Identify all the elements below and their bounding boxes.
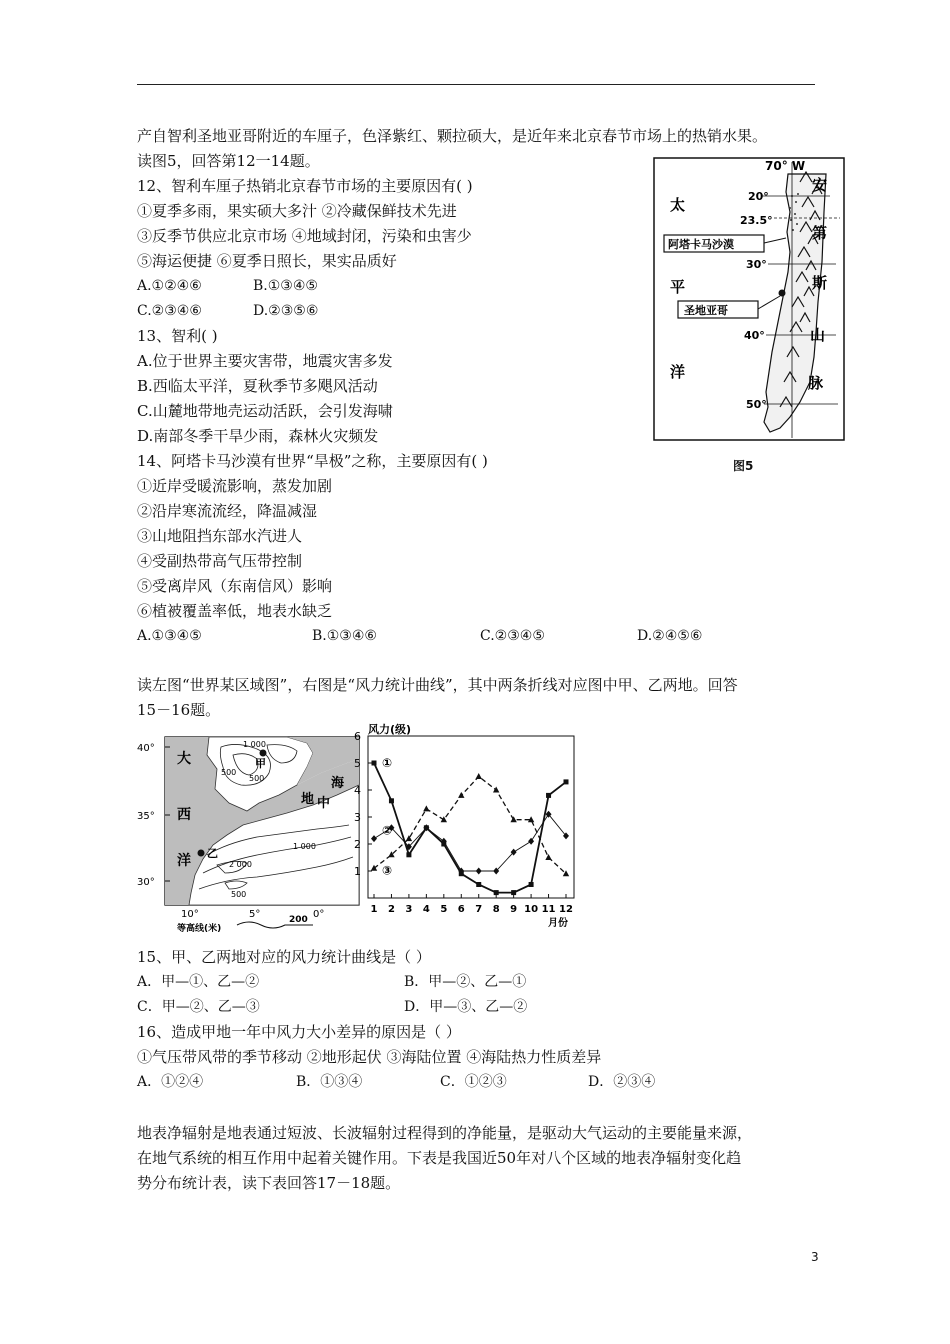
map-ocean-1: 大 — [177, 751, 191, 767]
q13-option-d: D.南部冬季干旱少雨，森林火灾频发 — [137, 427, 379, 445]
x-tick-label: 10 — [524, 904, 539, 915]
ocean-char-1: 太 — [670, 196, 686, 214]
series-label-3: ③ — [382, 863, 393, 878]
y-tick-label: 2 — [354, 838, 361, 851]
q14-option-b: B.①③④⑥ — [312, 628, 377, 644]
map-sea-1: 海 — [331, 776, 345, 791]
q14-statement-6: ⑥植被覆盖率低，地表水缺乏 — [137, 602, 333, 620]
q12-option-c: C.②③④⑥ — [137, 303, 202, 319]
x-tick-label: 8 — [492, 904, 500, 915]
q16-statement-1: ①气压带风带的季节移动 ②地形起伏 ③海陆位置 ④海陆热力性质差异 — [137, 1048, 602, 1066]
series-1-point — [389, 798, 394, 803]
series-1-point — [529, 882, 534, 887]
q13-stem: 13、智利( ) — [137, 327, 218, 345]
q12-option-d: D.②③⑤⑥ — [253, 303, 319, 319]
x-tick-label: 4 — [422, 904, 430, 915]
mountain-char-3: 斯 — [812, 274, 828, 292]
q13-option-a: A.位于世界主要灾害带，地震灾害多发 — [137, 352, 393, 370]
wind-chart — [340, 722, 580, 930]
map-contour-500b: 500 — [249, 774, 265, 783]
map-legend: 等高线(米) — [177, 924, 222, 934]
x-tick-label: 9 — [510, 904, 518, 915]
lat-30: 30° — [746, 258, 767, 271]
q12-statement-2: ③反季节供应北京市场 ④地域封闭，污染和虫害少 — [137, 227, 472, 245]
q15-stem: 15、甲、乙两地对应的风力统计曲线是（ ） — [137, 948, 431, 966]
header-rule — [137, 84, 815, 85]
x-tick-label: 1 — [370, 904, 378, 915]
chart-ylabel: 风力(级) — [368, 723, 412, 736]
q12-option-a: A.①②④⑥ — [137, 278, 202, 294]
q12-stem: 12、智利车厘子热销北京春节市场的主要原因有( ) — [137, 177, 473, 195]
q14-option-a: A.①③④⑤ — [137, 628, 202, 644]
y-tick-label: 3 — [354, 811, 361, 824]
map-lon-5: 5° — [249, 909, 261, 920]
q16-option-d: D．②③④ — [588, 1074, 656, 1090]
lat-20: 20° — [748, 190, 769, 203]
chart-xlabel: 月份 — [548, 918, 568, 929]
q14-statement-4: ④受副热带高气压带控制 — [137, 552, 303, 570]
y-tick-label: 5 — [354, 757, 361, 770]
q12-statement-1: ①夏季多雨，果实硕大多汁 ②冷藏保鲜技术先进 — [137, 202, 457, 220]
desert-label: 阿塔卡马沙漠 — [668, 238, 734, 251]
q13-option-b: B.西临太平洋，夏秋季节多飓风活动 — [137, 377, 378, 395]
mountain-char-5: 脉 — [808, 374, 824, 392]
q15-option-d: D．甲—③、乙—② — [404, 999, 528, 1015]
map-ocean-2: 西 — [177, 807, 191, 823]
map-place-yi: 乙 — [207, 847, 218, 860]
map-contour-500a: 500 — [221, 768, 237, 777]
x-tick-label: 6 — [457, 904, 465, 915]
map-sea-3: 地 — [301, 792, 315, 807]
q16-option-c: C．①②③ — [440, 1074, 507, 1090]
map-lat-30: 30° — [137, 877, 155, 888]
passage2-line-2: 15－16题。 — [137, 701, 221, 719]
series-1-point — [511, 890, 516, 895]
q12-option-b: B.①③④⑤ — [253, 278, 318, 294]
x-tick-label: 3 — [405, 904, 413, 915]
lat-50: 50° — [746, 398, 767, 411]
x-tick-label: 11 — [541, 904, 556, 915]
q13-option-c: C.山麓地带地壳运动活跃，会引发海啸 — [137, 402, 393, 420]
q14-option-c: C.②③④⑤ — [480, 628, 545, 644]
series-label-2: ② — [382, 823, 393, 838]
y-tick-label: 1 — [354, 865, 361, 878]
q15-option-a: A．甲—①、乙—② — [137, 974, 260, 990]
lat-40: 40° — [744, 329, 765, 342]
passage3-line-2: 在地气系统的相互作用中起着关键作用。下表是我国近50年对八个区域的地表净辐射变化趋 — [137, 1149, 742, 1167]
map-ocean-3: 洋 — [177, 853, 191, 869]
page-number: 3 — [811, 1250, 819, 1264]
series-1-point — [406, 852, 411, 857]
x-tick-label: 12 — [559, 904, 573, 915]
q12-statement-3: ⑤海运便捷 ⑥夏季日照长，果实品质好 — [137, 252, 397, 270]
map-contour-1000a: 1 000 — [243, 740, 266, 749]
passage3-line-1: 地表净辐射是地表通过短波、长波辐射过程得到的净能量，是驱动大气运动的主要能量来源， — [137, 1124, 753, 1142]
map-lat-35: 35° — [137, 811, 155, 822]
city-label: 圣地亚哥 — [684, 304, 728, 317]
q14-statement-5: ⑤受离岸风（东南信风）影响 — [137, 577, 333, 595]
map-contour-1000b: 1 000 — [293, 842, 316, 851]
figure5-caption: 图5 — [733, 459, 754, 473]
series-1-point — [476, 882, 481, 887]
mountain-char-4: 山 — [810, 326, 826, 344]
y-tick-label: 6 — [354, 730, 361, 743]
mountain-char-2: 第 — [812, 224, 828, 242]
series-1-point — [372, 761, 377, 766]
x-tick-label: 7 — [475, 904, 483, 915]
map-place-jia: 甲 — [255, 757, 266, 770]
map-sea-2: 中 — [317, 796, 331, 811]
series-1-point — [494, 890, 499, 895]
series-label-1: ① — [382, 756, 393, 770]
ocean-char-3: 洋 — [670, 363, 686, 381]
q15-option-b: B．甲—②、乙—① — [404, 974, 527, 990]
q14-statement-2: ②沿岸寒流流经，降温减湿 — [137, 502, 318, 520]
passage3-line-3: 势分布统计表，读下表回答17－18题。 — [137, 1174, 401, 1192]
q16-option-a: A．①②④ — [137, 1074, 204, 1090]
q16-option-b: B．①③④ — [296, 1074, 363, 1090]
intro-line-2: 读图5，回答第12一14题。 — [137, 152, 320, 170]
lon-label: 70° W — [765, 159, 806, 173]
intro-line-1: 产自智利圣地亚哥附近的车厘子，色泽紫红、颗拉硕大，是近年来北京春节市场上的热销水果。 — [137, 127, 768, 145]
q16-stem: 16、造成甲地一年中风力大小差异的原因是（ ） — [137, 1023, 461, 1041]
q14-option-d: D.②④⑤⑥ — [637, 628, 703, 644]
q14-statement-3: ③山地阻挡东部水汽进人 — [137, 527, 303, 545]
chile-map-figure — [640, 152, 848, 476]
map-contour-500c: 500 — [231, 890, 247, 899]
lat-23: 23.5° — [740, 214, 773, 227]
q14-stem: 14、阿塔卡马沙漠有世界“旱极”之称，主要原因有( ) — [137, 452, 488, 470]
map-legend-value: 200 — [289, 915, 308, 925]
series-1-point — [546, 793, 551, 798]
x-tick-label: 2 — [387, 904, 395, 915]
y-tick-label: 4 — [354, 784, 361, 797]
map-lon-0: 0° — [313, 909, 325, 920]
region-map-figure — [137, 733, 363, 936]
map-contour-2000: 2 000 — [229, 860, 252, 869]
map-lon-10: 10° — [181, 909, 199, 920]
series-1-point — [564, 779, 569, 784]
ocean-char-2: 平 — [670, 278, 686, 296]
passage2-line-1: 读左图“世界某区域图”，右图是“风力统计曲线”，其中两条折线对应图中甲、乙两地。回答 — [137, 676, 738, 694]
x-tick-label: 5 — [440, 904, 448, 915]
q14-statement-1: ①近岸受暖流影响，蒸发加剧 — [137, 477, 333, 495]
mountain-char-1: 安 — [812, 176, 828, 194]
q15-option-c: C．甲—②、乙—③ — [137, 999, 260, 1015]
map-lat-40: 40° — [137, 743, 155, 754]
